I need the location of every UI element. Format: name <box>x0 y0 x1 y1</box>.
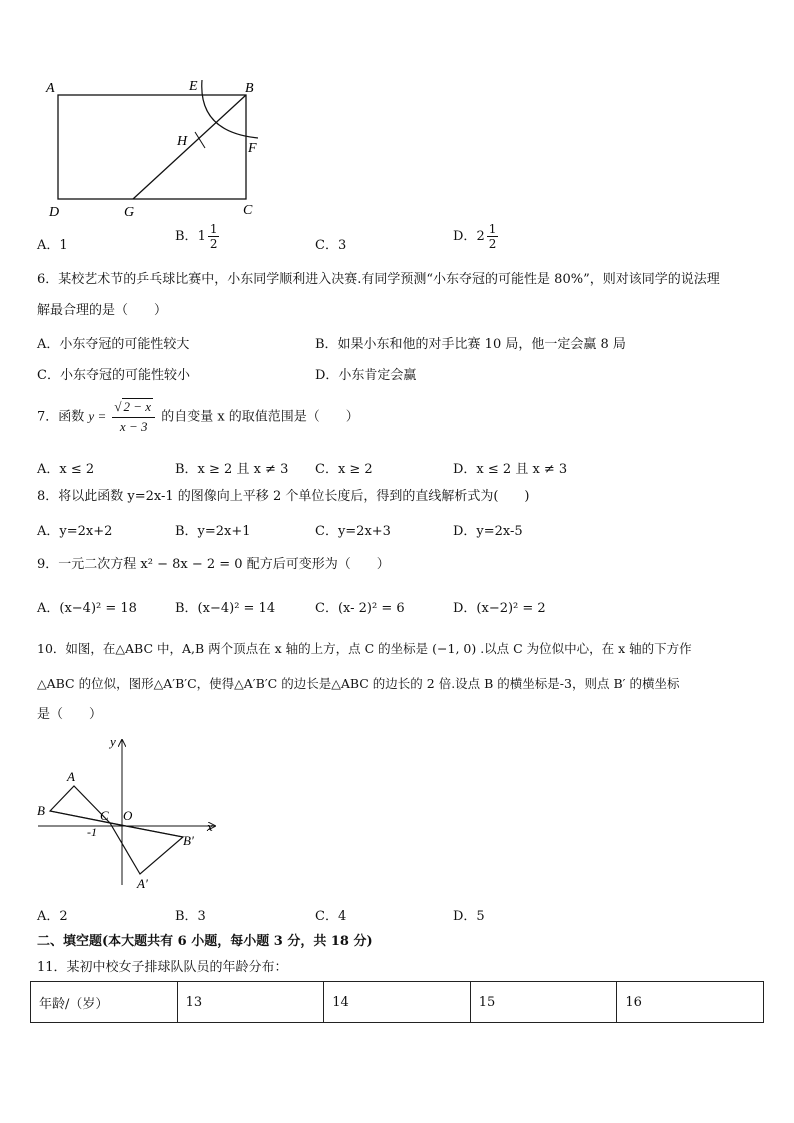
triangle-apbpc <box>110 823 183 874</box>
label-c: C <box>243 203 253 218</box>
q9-option-c: C．(x- 2)² = 6 <box>315 601 405 616</box>
q10-stem-line3: 是（ ） <box>37 707 103 722</box>
q9-option-d: D．(x−2)² = 2 <box>453 601 546 616</box>
q5-option-d: D．2 $\frac{1}{2}$ <box>453 222 497 251</box>
q10-option-d: D．5 <box>453 909 485 924</box>
q10-option-b: B．3 <box>175 909 206 924</box>
q6-option-b: B．如果小东和他的对手比赛 10 局，他一定会赢 8 局 <box>315 337 626 352</box>
q10-figure <box>30 730 230 895</box>
q8-stem: 8．将以此函数 y=2x-1 的图像向上平移 2 个单位长度后，得到的直线解析式为( ) <box>37 489 530 504</box>
label-y: y <box>110 734 116 749</box>
q8-option-b: B．y=2x+1 <box>175 524 251 539</box>
label-a: A <box>67 769 75 784</box>
label-b: B <box>37 803 45 818</box>
q5-figure <box>40 72 270 222</box>
table-cell: 13 <box>177 982 324 1023</box>
q10-stem-line2: △ABC 的位似，图形△A′B′C，使得△A′B′C 的边长是△ABC 的边长的 2 倍.设点 B 的横坐标是-3，则点 B′ 的横坐标 <box>37 676 680 691</box>
q6-stem-line1: 6．某校艺术节的乒乓球比赛中，小东同学顺利进入决赛.有同学预测“小东夺冠的可能性是 80%”，则对该同学的说法理 <box>37 272 720 287</box>
q6-option-c: C．小东夺冠的可能性较小 <box>37 368 190 383</box>
q7-option-a: A．x ≤ 2 <box>37 462 95 477</box>
label-b: B <box>245 81 254 96</box>
q5-option-b: B．1 $\frac{1}{2}$ <box>175 222 218 251</box>
label-g: G <box>124 205 135 220</box>
label-x: x <box>207 819 213 834</box>
q9-option-a: A．(x−4)² = 18 <box>37 601 137 616</box>
q6-option-a: A．小东夺冠的可能性较大 <box>37 337 190 352</box>
q7-stem: 7．函数 y = $\frac{√ 2 - x}{x - 3}$ 的自变量 x 的取值范围是（ ） <box>37 399 359 434</box>
label-e: E <box>189 79 198 94</box>
q6-stem-line2: 解最合理的是（ ） <box>37 303 168 318</box>
table-cell: 16 <box>617 982 764 1023</box>
q11-stem: 11．某初中校女子排球队队员的年龄分布： <box>37 960 288 975</box>
q8-option-c: C．y=2x+3 <box>315 524 391 539</box>
label-d: D <box>49 205 60 220</box>
q5-option-a: A．1 <box>37 238 68 253</box>
label-a: A <box>46 81 55 96</box>
label-bp: B′ <box>183 833 194 848</box>
q6-option-d: D．小东肯定会赢 <box>315 368 417 383</box>
q10-option-c: C．4 <box>315 909 347 924</box>
label-neg1: -1 <box>87 825 97 839</box>
table-cell: 14 <box>324 982 471 1023</box>
segment-bg <box>133 95 246 199</box>
label-f: F <box>248 141 257 156</box>
q9-stem: 9．一元二次方程 x² − 8x − 2 = 0 配方后可变形为（ ） <box>37 557 390 572</box>
label-c: C <box>100 808 109 823</box>
label-h: H <box>177 134 188 149</box>
q8-option-a: A．y=2x+2 <box>37 524 113 539</box>
table-row <box>31 982 764 1023</box>
label-o: O <box>123 808 133 823</box>
age-table <box>30 981 764 1023</box>
rectangle-abcd <box>58 95 246 199</box>
q8-option-d: D．y=2x-5 <box>453 524 523 539</box>
q10-option-a: A．2 <box>37 909 68 924</box>
table-cell-header: 年龄/（岁） <box>31 982 178 1023</box>
section-heading-fill-in: 二、填空题(本大题共有 6 小题，每小题 3 分，共 18 分) <box>37 934 373 949</box>
q10-stem-line1: 10．如图，在△ABC 中，A,B 两个顶点在 x 轴的上方，点 C 的坐标是 (−1, 0) .以点 C 为位似中心，在 x 轴的下方作 <box>37 641 692 656</box>
q9-option-b: B．(x−4)² = 14 <box>175 601 276 616</box>
q5-option-c: C．3 <box>315 238 347 253</box>
q7-option-d: D．x ≤ 2 且 x ≠ 3 <box>453 462 568 477</box>
table-cell: 15 <box>470 982 617 1023</box>
q7-option-c: C．x ≥ 2 <box>315 462 373 477</box>
q7-option-b: B．x ≥ 2 且 x ≠ 3 <box>175 462 289 477</box>
label-ap: A′ <box>137 876 148 891</box>
